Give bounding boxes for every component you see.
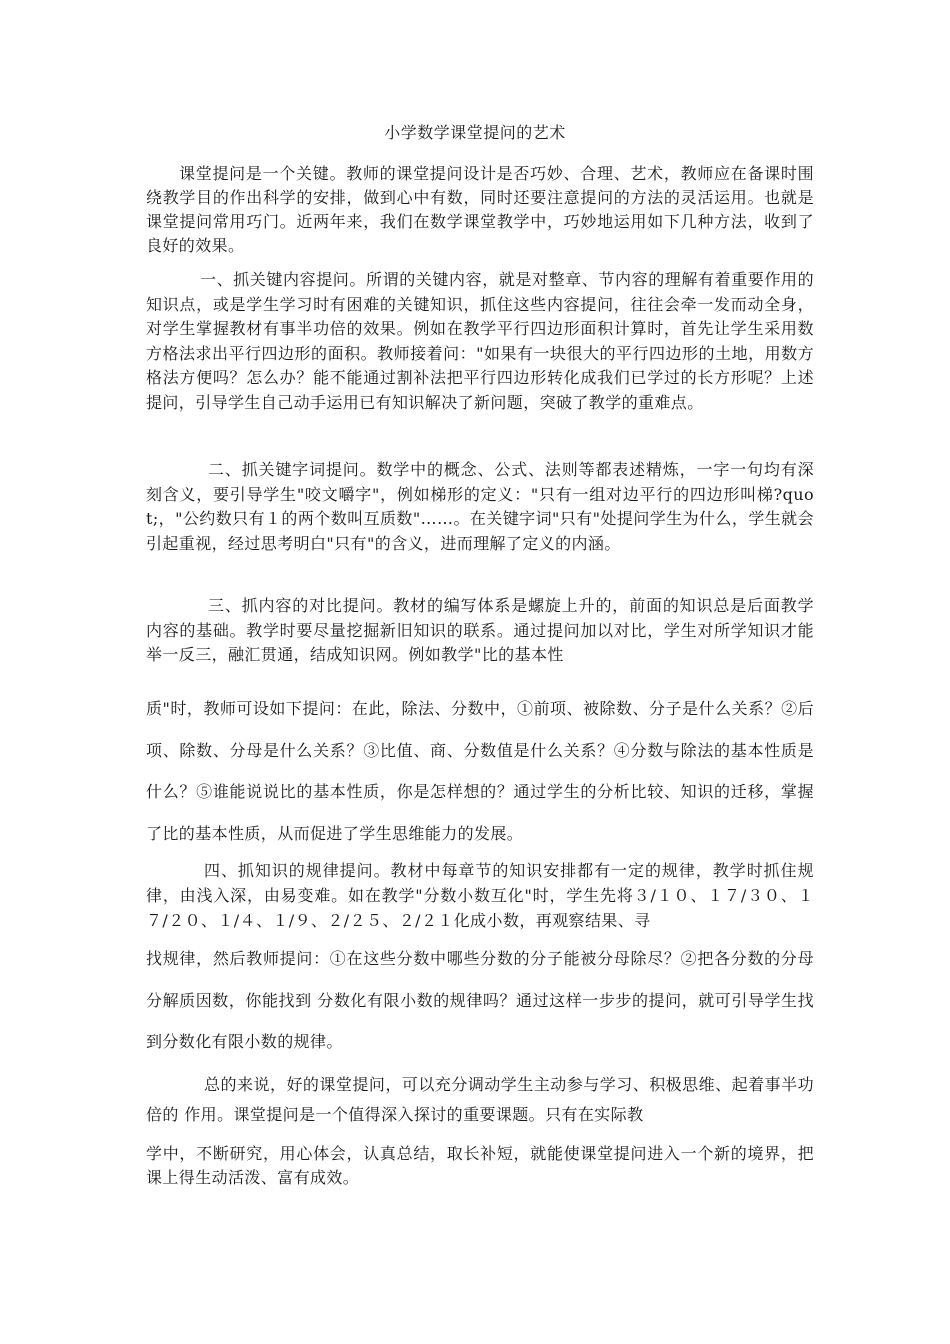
paragraph-comparison-continued: 质"时，教师可设如下提问：在此，除法、分数中，①前项、被除数、分子是什么关系？②后项、除数、分母是什么关系？③比值、商、分数值是什么关系？④分数与除法的基本性质是什么？⑤谁能说说比的基本性质，你是怎样想的？通过学生的分析比较、知识的迁移，掌握了比的基本性质，从而促进了学生思维能力的发展。 [146, 699, 814, 843]
paragraph-rules-continued: 找规律，然后教师提问：①在这些分数中哪些分数的分子能被分母除尽？②把各分数的分母分解质因数，你能找到 分数化有限小数的规律吗？通过这样一步步的提问，就可引导学生找到分数化有限小数的规律。 [146, 949, 814, 1051]
paragraph-comparison: 三、抓内容的对比提问。教材的编写体系是螺旋上升的，前面的知识总是后面教学内容的基础。教学时要尽量挖掘新旧知识的联系。通过提问加以对比，学生对所学知识才能举一反三，融汇贯通，结成知识网。例如教学"比的基本性 [146, 596, 814, 664]
paragraph-key-content: 一、抓关键内容提问。所谓的关键内容，就是对整章、节内容的理解有着重要作用的知识点，或是学生学习时有困难的关键知识，抓住这些内容提问，往往会牵一发而动全身，对学生掌握教材有事半功倍的效果。例如在教学平行四边形面积计算时，首先让学生采用数方格法求出平行四边形的面积。教师接着问："如果有一块很大的平行四边形的土地，用数方格法方便吗？怎么办？能不能通过割补法把平行四边形转化成我们已学过的长方形呢？上述提问，引导学生自己动手运用已有知识解决了新问题，突破了教学的重难点。 [146, 270, 814, 412]
paragraph-conclusion-continued: 学中，不断研究，用心体会，认真总结，取长补短，就能使课堂提问进入一个新的境界，把课上得生动活泼、富有成效。 [146, 1144, 814, 1187]
paragraph-conclusion: 总的来说，好的课堂提问，可以充分调动学生主动参与学习、积极思维、起着事半功倍的 作用。课堂提问是一个值得深入探讨的重要课题。只有在实际教 [146, 1075, 814, 1124]
paragraph-key-words: 二、抓关键字词提问。数学中的概念、公式、法则等都表述精炼，一字一句均有深刻含义，要引导学生"咬文嚼字"，例如梯形的定义："只有一组对边平行的四边形叫梯?quot;，"公约数只有１的两个数叫互质数"……。在关键字词"只有"处提问学生为什么，学生就会引起重视，经过思考明白"只有"的含义，进而理解了定义的内涵。 [146, 460, 814, 553]
document-title: 小学数学课堂提问的艺术 [384, 123, 566, 142]
paragraph-rules: 四、抓知识的规律提问。教材中每章节的知识安排都有一定的规律，教学时抓住规律，由浅入深，由易变难。如在教学"分数小数互化"时，学生先将３/１０、１７/３０、１７/２０、１/４、１/９、２/２５、２/２１化成小数，再观察结果、寻 [146, 861, 814, 930]
intro-paragraph: 课堂提问是一个关键。教师的课堂提问设计是否巧妙、合理、艺术，教师应在备课时围绕教学目的作出科学的安排，做到心中有数，同时还要注意提问的方法的灵活运用。也就是课堂提问常用巧门。近两年来，我们在数学课堂教学中，巧妙地运用如下几种方法，收到了良好的效果。 [146, 164, 814, 255]
